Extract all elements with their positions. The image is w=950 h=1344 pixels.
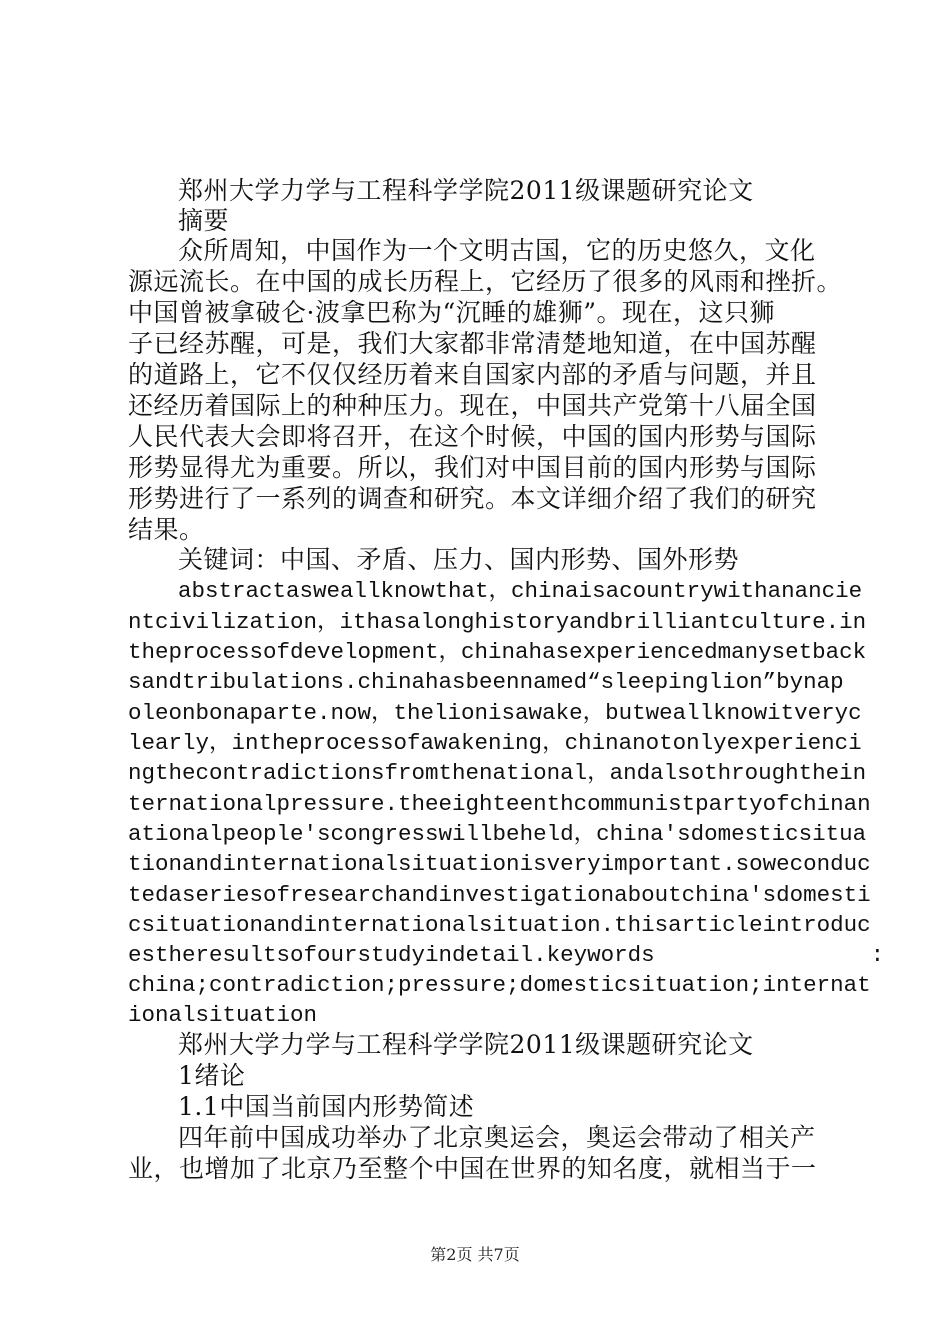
abstract-en-line: theprocessofdevelopment，chinahasexperiencedmanysetback — [128, 639, 867, 665]
abstract-zh-line: 形势显得尤为重要。所以，我们对中国目前的国内形势与国际 — [128, 453, 817, 482]
abstract-zh-line: 源远流长。在中国的成长历程上，它经历了很多的风雨和挫折。 — [128, 267, 843, 296]
abstract-zh-line: 子已经苏醒，可是，我们大家都非常清楚地知道，在中国苏醒 — [128, 329, 817, 358]
abstract-zh-line: 还经历着国际上的种种压力。现在，中国共产党第十八届全国 — [128, 391, 817, 420]
abstract-zh-line: 人民代表大会即将召开，在这个时候，中国的国内形势与国际 — [128, 422, 817, 451]
abstract-zh-line: 的道路上，它不仅仅经历着来自国家内部的矛盾与问题，并且 — [128, 360, 817, 389]
abstract-en-line: estheresultsofourstudyindetail.keywords : — [128, 942, 885, 968]
abstract-en-line: ationalpeople'scongresswillbeheld，china'sdomesticsitua — [128, 821, 867, 847]
section-heading: 1绪论 — [178, 1061, 246, 1090]
abstract-zh-line: 结果。 — [128, 515, 205, 544]
page-footer: 第2页 共7页 — [430, 1245, 520, 1264]
abstract-heading: 摘要 — [178, 206, 230, 235]
abstract-en-line: ternationalpressure.theeighteenthcommunistpartyofchinan — [128, 791, 871, 817]
paper-header: 郑州大学力学与工程科学学院2011级课题研究论文 — [178, 176, 754, 205]
body-line: 业，也增加了北京乃至整个中国在世界的知名度，就相当于一 — [128, 1154, 817, 1183]
abstract-zh-line: 众所周知，中国作为一个文明古国，它的历史悠久，文化 — [178, 236, 816, 265]
abstract-en-line: oleonbonaparte.now，thelionisawake，butweallknowitveryc — [128, 700, 862, 726]
abstract-en-line: ntcivilization，ithasalonghistoryandbrilliantculture.in — [128, 609, 867, 635]
paper-header: 郑州大学力学与工程科学学院2011级课题研究论文 — [178, 1030, 754, 1059]
abstract-zh-line: 形势进行了一系列的调查和研究。本文详细介绍了我们的研究 — [128, 484, 817, 513]
abstract-en-line: tionandinternationalsituationisveryimportant.soweconduc — [128, 851, 871, 877]
abstract-en-line: tedaseriesofresearchandinvestigationaboutchina'sdomesti — [128, 882, 871, 908]
subsection-heading: 1.1中国当前国内形势简述 — [178, 1092, 475, 1121]
abstract-en-line: china;contradiction;pressure;domesticsituation;internat — [128, 972, 871, 998]
abstract-en-line: sandtribulations.chinahasbeennamed“sleepinglion”bynap — [128, 669, 844, 695]
abstract-en-line: learly，intheprocessofawakening，chinanotonlyexperienci — [128, 730, 862, 756]
abstract-en-line: abstractasweallknowthat，chinaisacountrywithananciе — [178, 578, 863, 604]
body-line: 四年前中国成功举办了北京奥运会，奥运会带动了相关产 — [178, 1123, 816, 1152]
abstract-en-line: csituationandinternationalsituation.thisarticleintroduc — [128, 912, 871, 938]
abstract-en-line: ionalsituation — [128, 1002, 318, 1028]
abstract-zh-line: 中国曾被拿破仑·波拿巴称为“沉睡的雄狮”。现在，这只狮 — [128, 298, 776, 327]
abstract-en-line: ngthecontradictionsfromthenational，andalsothroughthein — [128, 760, 867, 786]
keywords-zh: 关键词：中国、矛盾、压力、国内形势、国外形势 — [178, 545, 740, 574]
